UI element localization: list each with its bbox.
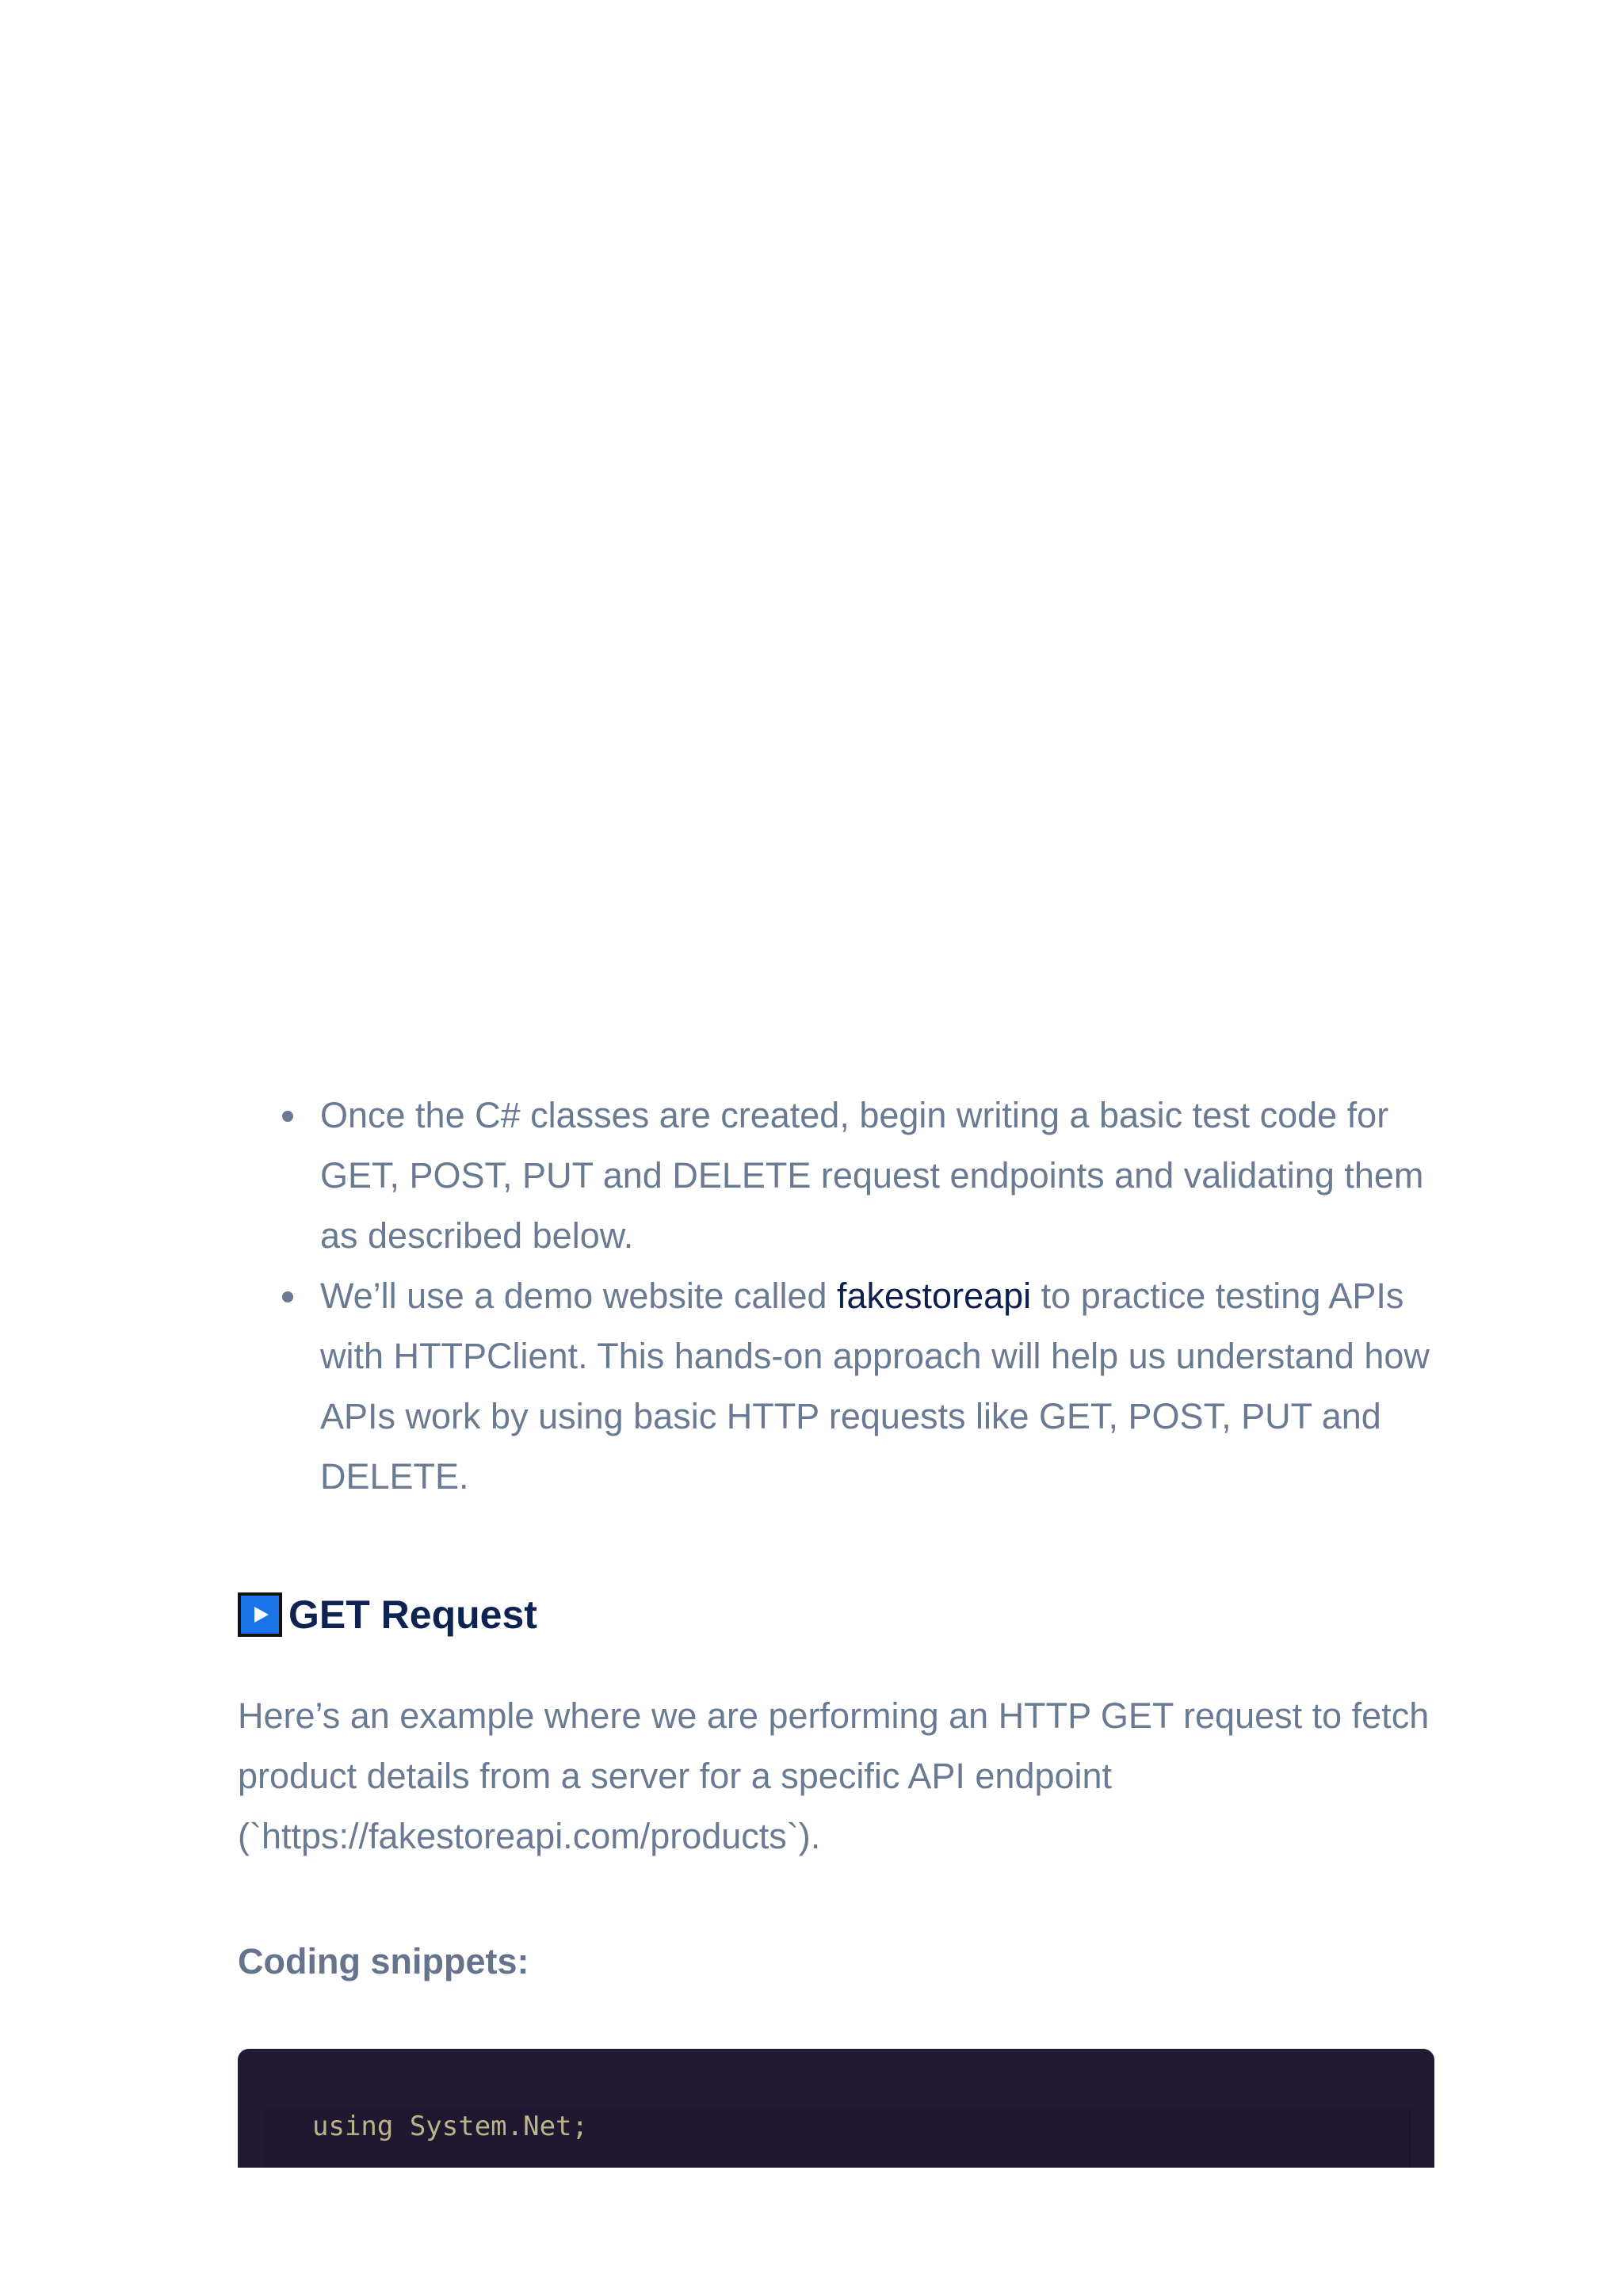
list-item-text-before: We’ll use a demo website called xyxy=(320,1276,837,1316)
coding-snippets-heading: Coding snippets: xyxy=(238,1941,529,1981)
list-item-text-after: to practice testing APIs with HTTPClient. This hands-on approach will help us understand how APIs work by using basic HTTP requests like GET, POST, PUT and DELETE. xyxy=(320,1276,1430,1497)
list-item xyxy=(320,1266,1434,1507)
code-block[interactable] xyxy=(238,2049,1434,2168)
bullet-list xyxy=(238,1085,1434,1507)
list-item-text: Once the C# classes are created, begin writing a basic test code for GET, POST, PUT and DELETE request endpoints and validating them as described below. xyxy=(320,1095,1424,1256)
intro-paragraph: Here’s an example where we are performing an HTTP GET request to fetch product details from a server for a specific API endpoint (`https://fakestoreapi.com/products`). xyxy=(238,1695,1430,1856)
article-content xyxy=(238,1085,1434,2142)
play-button-icon xyxy=(238,1592,282,1637)
section-heading-text: GET Request xyxy=(288,1592,537,1637)
fakestoreapi-link[interactable]: fakestoreapi xyxy=(837,1276,1032,1316)
section-heading xyxy=(238,1585,537,1645)
code-line: using System.Net; xyxy=(312,2111,588,2142)
list-item xyxy=(320,1085,1434,1266)
